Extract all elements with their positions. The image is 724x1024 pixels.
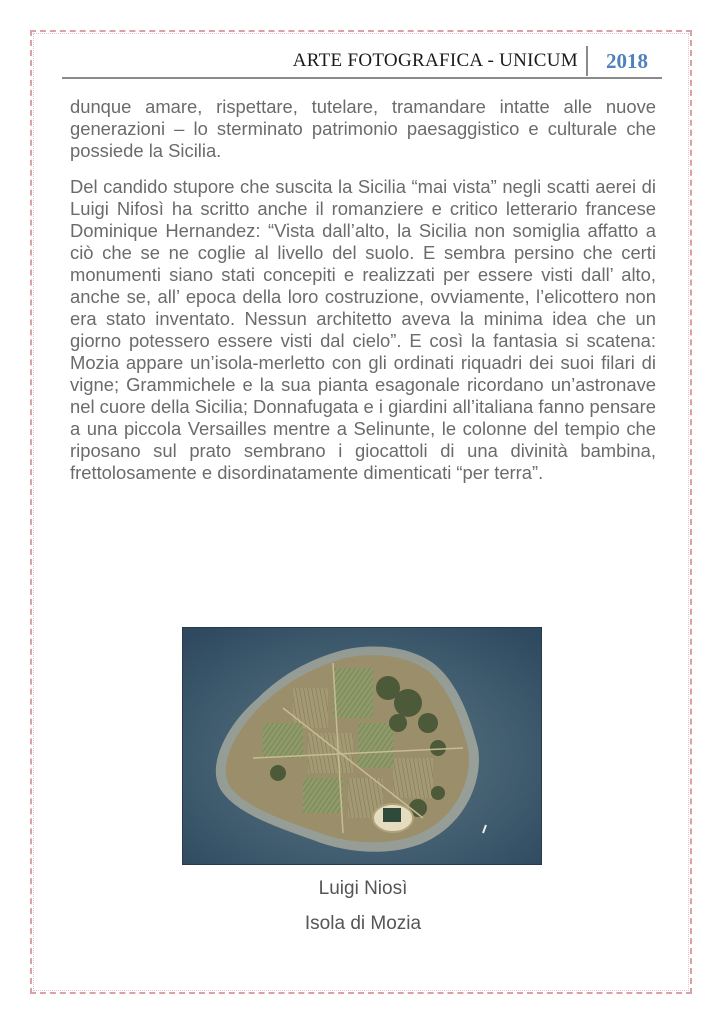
caption-author: Luigi Niosì <box>318 878 408 899</box>
vineyard-3 <box>263 723 303 758</box>
vineyard-8 <box>393 758 433 798</box>
aerial-photo-mozia <box>182 627 542 865</box>
caption-title: Isola di Mozia <box>304 913 422 934</box>
island-illustration <box>183 628 541 864</box>
paragraph-1: dunque amare, rispettare, tutelare, tramandare intatte alle nuove generazioni – lo sterminato patrimonio paesaggistico e culturale che possiede la Sicilia. <box>70 96 656 161</box>
vineyard-1 <box>333 668 373 718</box>
header-separator <box>586 46 588 76</box>
page-header <box>62 46 662 78</box>
header-rule <box>62 77 662 79</box>
pool <box>383 808 401 822</box>
header-title: ARTE FOTOGRAFICA - UNICUM <box>292 50 578 71</box>
paragraph-2: Del candido stupore che suscita la Sicilia “mai vista” negli scatti aerei di Luigi Nifosì ha scritto anche il romanziere e critico letterario francese Dominique Hernandez: “Vista dall’alto, la Sicilia non somiglia affatto a ciò che se ne coglie al livello del suolo. E sembra persino che certi monumenti siano stati concepiti e realizzati per essere visti dall’ alto, anche se, all’ epoca della loro costruzione, ovviamente, l’elicottero non era stato inventato. Nessun architetto aveva la minima idea che un giorno potessero essere visti dal cielo”. E così la fantasia si scatena: Mozia appare un’isola-merletto con gli ordinati riquadri dei suoi filari di vigne; Grammichele e la sua pianta esagonale ricordano un’astronave nel cuore della Sicilia; Donnafugata e i giardini all’italiana fanno pensare a una piccola Versailles mentre a Selinunte, le colonne del tempio che riposano sul prato sembrano i giocattoli di una divinità bambina, frettolosamente e disordinatamente dimenticati “per terra”. <box>70 176 656 483</box>
vineyard-6 <box>303 778 343 813</box>
header-year: 2018 <box>606 49 648 73</box>
vineyard-5 <box>358 723 393 768</box>
body-text <box>70 96 656 498</box>
vineyard-2 <box>293 688 328 728</box>
